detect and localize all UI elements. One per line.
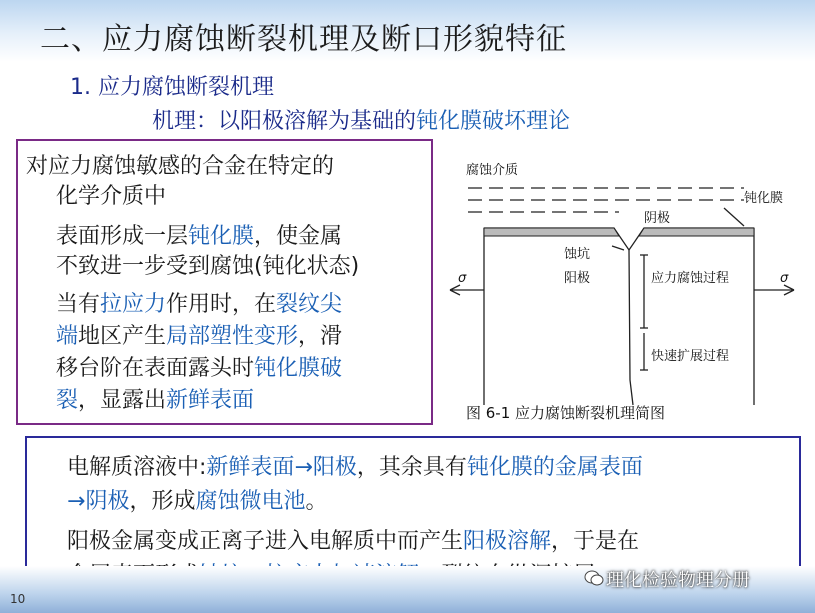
diagram-caption: 图 6-1 应力腐蚀断裂机理简图 <box>466 404 666 422</box>
left-line-5c: 作用时，在 <box>166 292 277 317</box>
left-line-2: 化学介质中 <box>56 184 167 209</box>
label-process-1: 应力腐蚀过程 <box>651 271 730 286</box>
label-passive-film: 钝化膜 <box>744 191 784 206</box>
page-title: 二、应力腐蚀断裂机理及断口形貌特征 <box>40 22 567 57</box>
bottom-line-2d: 腐蚀微电池 <box>195 489 306 514</box>
left-line-6 <box>56 319 342 350</box>
bottom-line-1d: 阳极 <box>312 455 357 480</box>
bottom-line-1c: → <box>294 455 313 480</box>
left-line-7b: 钝化膜破 <box>254 356 343 381</box>
left-line-5a: 当有 <box>56 292 101 317</box>
left-line-8b: ，显露出 <box>78 388 167 413</box>
label-process-2: 快速扩展过程 <box>651 349 730 364</box>
left-text-box <box>16 139 433 425</box>
left-line-3c: ，使金属 <box>254 224 343 249</box>
bottom-line-3c: ，于是在 <box>551 529 640 554</box>
bottom-line-2b: 阴极 <box>85 489 130 514</box>
label-anode: 阳极 <box>564 271 591 286</box>
left-line-5 <box>56 287 342 318</box>
left-line-8a: 裂 <box>56 388 79 413</box>
left-line-4: 不致进一步受到腐蚀(钝化状态) <box>56 254 360 279</box>
label-medium: 腐蚀介质 <box>466 163 519 178</box>
bottom-line-3a: 阳极金属变成正离子进入电解质中而产生 <box>67 529 464 554</box>
left-line-8 <box>56 383 254 414</box>
bottom-line-3b: 阳极溶解 <box>463 529 552 554</box>
label-pit: 蚀坑 <box>564 247 591 262</box>
bottom-line-1 <box>67 450 643 481</box>
section-heading: 1. 应力腐蚀断裂机理 <box>70 75 274 100</box>
left-line-6d: ，滑 <box>298 324 343 349</box>
bottom-line-1a: 电解质溶液中: <box>67 455 207 480</box>
left-line-1: 对应力腐蚀敏感的合金在特定的 <box>26 154 335 179</box>
watermark: 理化检验物理分册 <box>606 570 750 591</box>
bottom-line-2 <box>67 484 328 515</box>
sigma-left: σ <box>458 271 467 286</box>
left-line-3 <box>56 219 342 250</box>
left-line-8c: 新鲜表面 <box>166 388 255 413</box>
stress-corrosion-diagram <box>444 150 809 425</box>
wechat-icon <box>584 570 604 586</box>
mechanism-prefix: 机理：以阳极溶解为基础的 <box>152 109 417 134</box>
bottom-line-1b: 新鲜表面 <box>206 455 295 480</box>
mechanism-highlight: 钝化膜破坏理论 <box>416 109 571 134</box>
bottom-line-2a: → <box>67 489 86 514</box>
left-line-7a: 移台阶在表面露头时 <box>56 356 255 381</box>
left-line-6a: 端 <box>56 324 79 349</box>
bottom-line-2c: ，形成 <box>129 489 196 514</box>
mechanism-line <box>152 104 570 135</box>
label-cathode: 阴极 <box>644 211 671 226</box>
left-line-5b: 拉应力 <box>100 292 167 317</box>
left-line-3a: 表面形成一层 <box>56 224 189 249</box>
left-line-3b: 钝化膜 <box>188 224 255 249</box>
page-number: 10 <box>10 592 26 606</box>
left-line-5d: 裂纹尖 <box>276 292 343 317</box>
left-line-7 <box>56 351 342 382</box>
bottom-line-2e: 。 <box>305 489 328 514</box>
left-line-6b: 地区产生 <box>78 324 167 349</box>
sigma-right: σ <box>780 271 789 286</box>
bottom-line-3 <box>67 524 639 555</box>
left-line-6c: 局部塑性变形 <box>166 324 299 349</box>
bottom-line-1e: ，其余具有 <box>356 455 467 480</box>
bottom-line-1f: 钝化膜的金属表面 <box>466 455 643 480</box>
